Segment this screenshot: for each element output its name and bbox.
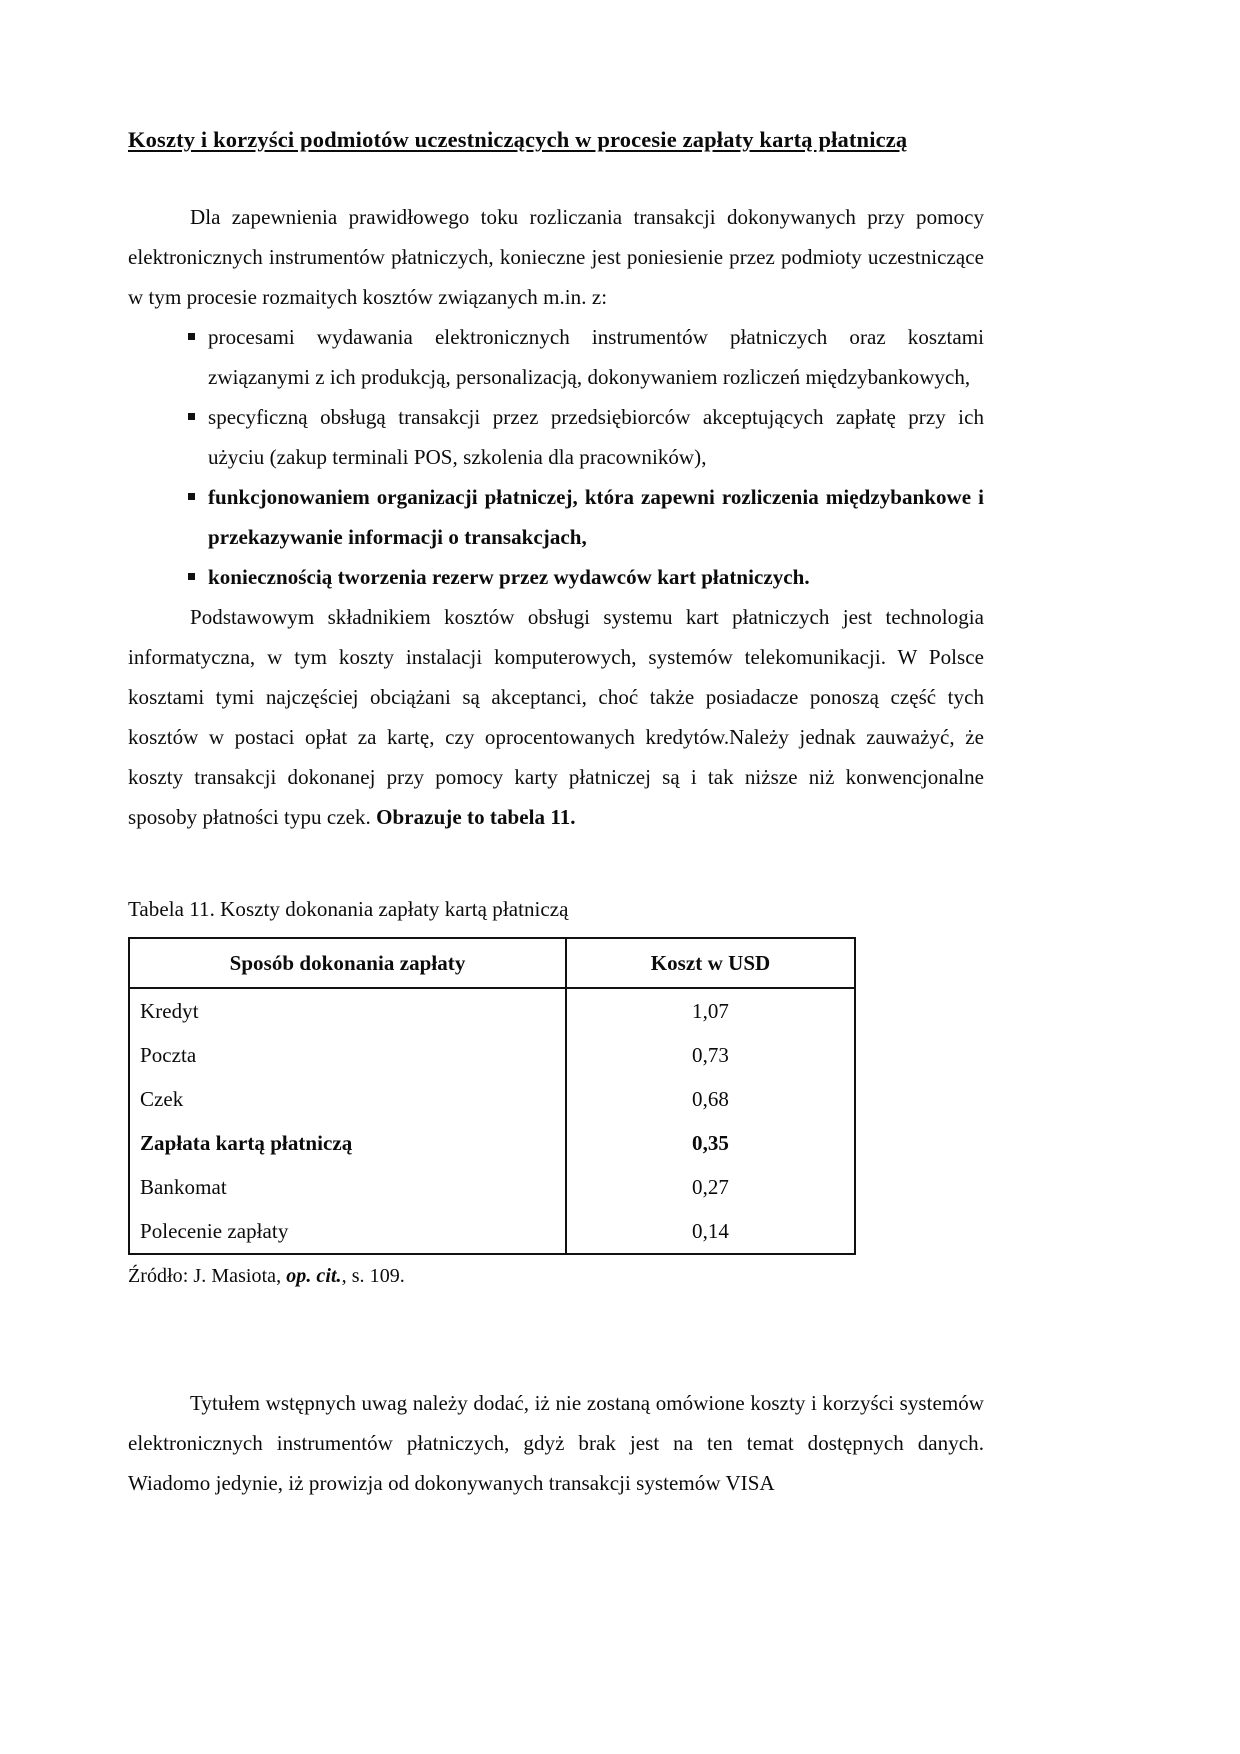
paragraph-after-bullets-text: Podstawowym składnikiem kosztów obsługi systemu kart płatniczych jest technologia informatyczna, w tym koszty instalacji komputerowych, systemów telekomunikacji. W Polsce kosztami tymi najczęściej obciążani są akceptanci, choć także posiadacze ponoszą część tych kosztów w postaci opłat za kartę, czy oprocentowanych kredytów.Należy jednak zauważyć, że koszty transakcji dokonanej przy pomocy karty płatniczej są i tak niższe niż konwencjonalne sposoby płatności typu czek.: [128, 604, 984, 829]
list-item-label: koniecznością tworzenia rezerw przez wydawców kart płatniczych.: [208, 564, 810, 589]
final-paragraph: Tytułem wstępnych uwag należy dodać, iż nie zostaną omówione koszty i korzyści systemów elektronicznych instrumentów płatniczych, gdyż brak jest na ten temat dostępnych danych. Wiadomo jedynie, iż prowizja od dokonywanych transakcji systemów VISA: [128, 1390, 984, 1495]
cell-cost: 0,14: [692, 1218, 729, 1243]
table-row: [129, 988, 855, 1033]
cell-method: Czek: [129, 1077, 566, 1121]
source-prefix: Źródło: J. Masiota,: [128, 1264, 287, 1287]
cell-cost: 0,35: [692, 1130, 729, 1155]
paragraph-after-bullets-emphasis: Obrazuje to tabela 11.: [376, 804, 576, 829]
cost-table: [128, 937, 856, 1255]
cell-cost: 0,73: [692, 1042, 729, 1067]
cell-method: Kredyt: [129, 988, 566, 1033]
table-source: [128, 1255, 984, 1291]
list-item: [128, 557, 984, 597]
table-body: [129, 988, 855, 1254]
table-caption: Tabela 11. Koszty dokonania zapłaty kartą płatniczą: [128, 896, 569, 921]
list-item: [128, 317, 984, 397]
list-item: [128, 397, 984, 477]
table-row-highlighted: [129, 1121, 855, 1165]
list-item-label: specyficzną obsługą transakcji przez przedsiębiorców akceptujących zapłatę przy ich użyciu (zakup terminali POS, szkolenia dla pracowników),: [208, 404, 984, 469]
intro-paragraph: Dla zapewnienia prawidłowego toku rozliczania transakcji dokonywanych przy pomocy elektronicznych instrumentów płatniczych, konieczne jest poniesienie przez podmioty uczestniczące w tym procesie rozmaitych kosztów związanych m.in. z:: [128, 204, 984, 309]
source-suffix: , s. 109.: [341, 1264, 405, 1287]
page-title: Koszty i korzyści podmiotów uczestniczących w procesie zapłaty kartą płatniczą: [128, 127, 908, 152]
cell-cost: 0,27: [692, 1174, 729, 1199]
cell-method: Poczta: [129, 1033, 566, 1077]
document-page: [128, 0, 984, 1754]
square-bullet-icon: [188, 333, 195, 340]
table-row: [129, 1077, 855, 1121]
table-row: [129, 1033, 855, 1077]
column-header-method: Sposób dokonania zapłaty: [129, 938, 566, 988]
table-header: [129, 938, 855, 988]
table-row: [129, 1209, 855, 1254]
cell-cost: 0,68: [692, 1086, 729, 1111]
list-item-label: funkcjonowaniem organizacji płatniczej, która zapewni rozliczenia międzybankowe i przekazywanie informacji o transakcjach,: [208, 484, 984, 549]
square-bullet-icon: [188, 493, 195, 500]
square-bullet-icon: [188, 573, 195, 580]
column-header-cost: Koszt w USD: [566, 938, 855, 988]
cell-method: Polecenie zapłaty: [129, 1209, 566, 1254]
list-item: [128, 477, 984, 557]
cell-method: Zapłata kartą płatniczą: [129, 1121, 566, 1165]
paragraph-after-bullets: [128, 597, 984, 837]
square-bullet-icon: [188, 413, 195, 420]
table-row: [129, 1165, 855, 1209]
cell-method: Bankomat: [129, 1165, 566, 1209]
list-item-label: procesami wydawania elektronicznych instrumentów płatniczych oraz kosztami związanymi z ich produkcją, personalizacją, dokonywaniem rozliczeń międzybankowych,: [208, 324, 984, 389]
cost-bullet-list: [128, 317, 984, 597]
cell-cost: 1,07: [692, 998, 729, 1023]
source-citation: op. cit.: [286, 1264, 342, 1287]
table-header-row: [129, 938, 855, 988]
